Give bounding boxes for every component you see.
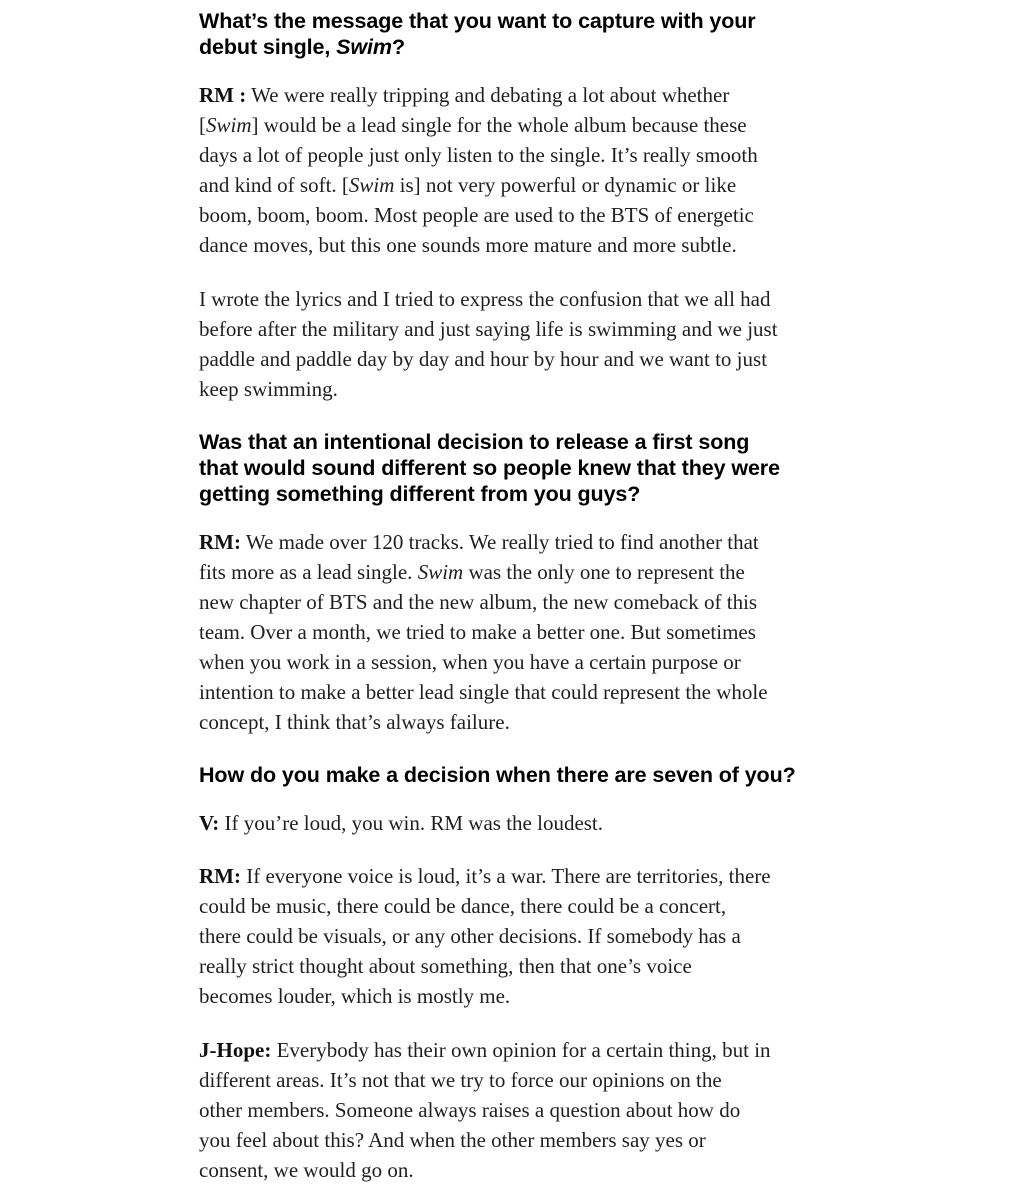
question-heading-swim-message bbox=[199, 8, 824, 60]
answer-paragraph-rm-1: RM : We were really tripping and debating a lot about whether [Swim] would be a lead single for the whole album because these days a lot of people just only listen to the single. It’s really smooth and kind of soft. [Swim is] not very powerful or dynamic or like boom, boom, boom. Most people are used to the BTS of energetic dance moves, but this one sounds more mature and more subtle. bbox=[199, 83, 758, 257]
answer-paragraph-rm-2: I wrote the lyrics and I tried to express the confusion that we all had before after the military and just saying life is swimming and we just paddle and paddle day by day and hour by hour and we want to just keep swimming. bbox=[199, 287, 778, 401]
speaker-label: RM: bbox=[199, 530, 241, 554]
song-title-emphasis: Swim bbox=[417, 560, 464, 584]
question-line: What’s the message that you want to capture with your bbox=[199, 9, 756, 33]
answer-paragraph-v: V: If you’re loud, you win. RM was the loudest. bbox=[199, 811, 604, 835]
song-title-emphasis: Swim bbox=[336, 35, 392, 59]
speaker-label: RM : bbox=[199, 83, 247, 107]
question-heading-seven-decision: How do you make a decision when there are seven of you? bbox=[199, 763, 796, 787]
song-title-emphasis: Swim bbox=[206, 113, 252, 137]
answer-paragraph-rm-3: RM: We made over 120 tracks. We really tried to find another that fits more as a lead single. Swim was the only one to represent the new chapter of BTS and the new album, the new comeback of this team. Over a month, we tried to make a better one. But sometimes when you work in a session, when you have a certain purpose or intention to make a better lead single that could represent the whole concept, I think that’s always failure. bbox=[199, 530, 768, 734]
speaker-label: J-Hope: bbox=[199, 1038, 272, 1062]
answer-paragraph-jhope: J-Hope: Everybody has their own opinion for a certain thing, but in different areas. It’s not that we try to force our opinions on the other members. Someone always raises a question about how do you feel about this? And when the other members say yes or consent, we would go on. bbox=[199, 1038, 771, 1182]
speaker-label: V: bbox=[199, 811, 220, 835]
question-line: debut single, Swim? bbox=[199, 35, 405, 59]
song-title-emphasis: Swim bbox=[348, 173, 395, 197]
speaker-label: RM: bbox=[199, 864, 241, 888]
answer-paragraph-rm-4: RM: If everyone voice is loud, it’s a war. There are territories, there could be music, there could be dance, there could be a concert, there could be visuals, or any other decisions. If somebody has a really strict thought about something, then that one’s voice becomes louder, which is mostly me. bbox=[199, 864, 771, 1008]
question-heading-intentional-decision: Was that an intentional decision to release a first song that would sound different so people knew that they were getting something different from you guys? bbox=[199, 430, 780, 506]
